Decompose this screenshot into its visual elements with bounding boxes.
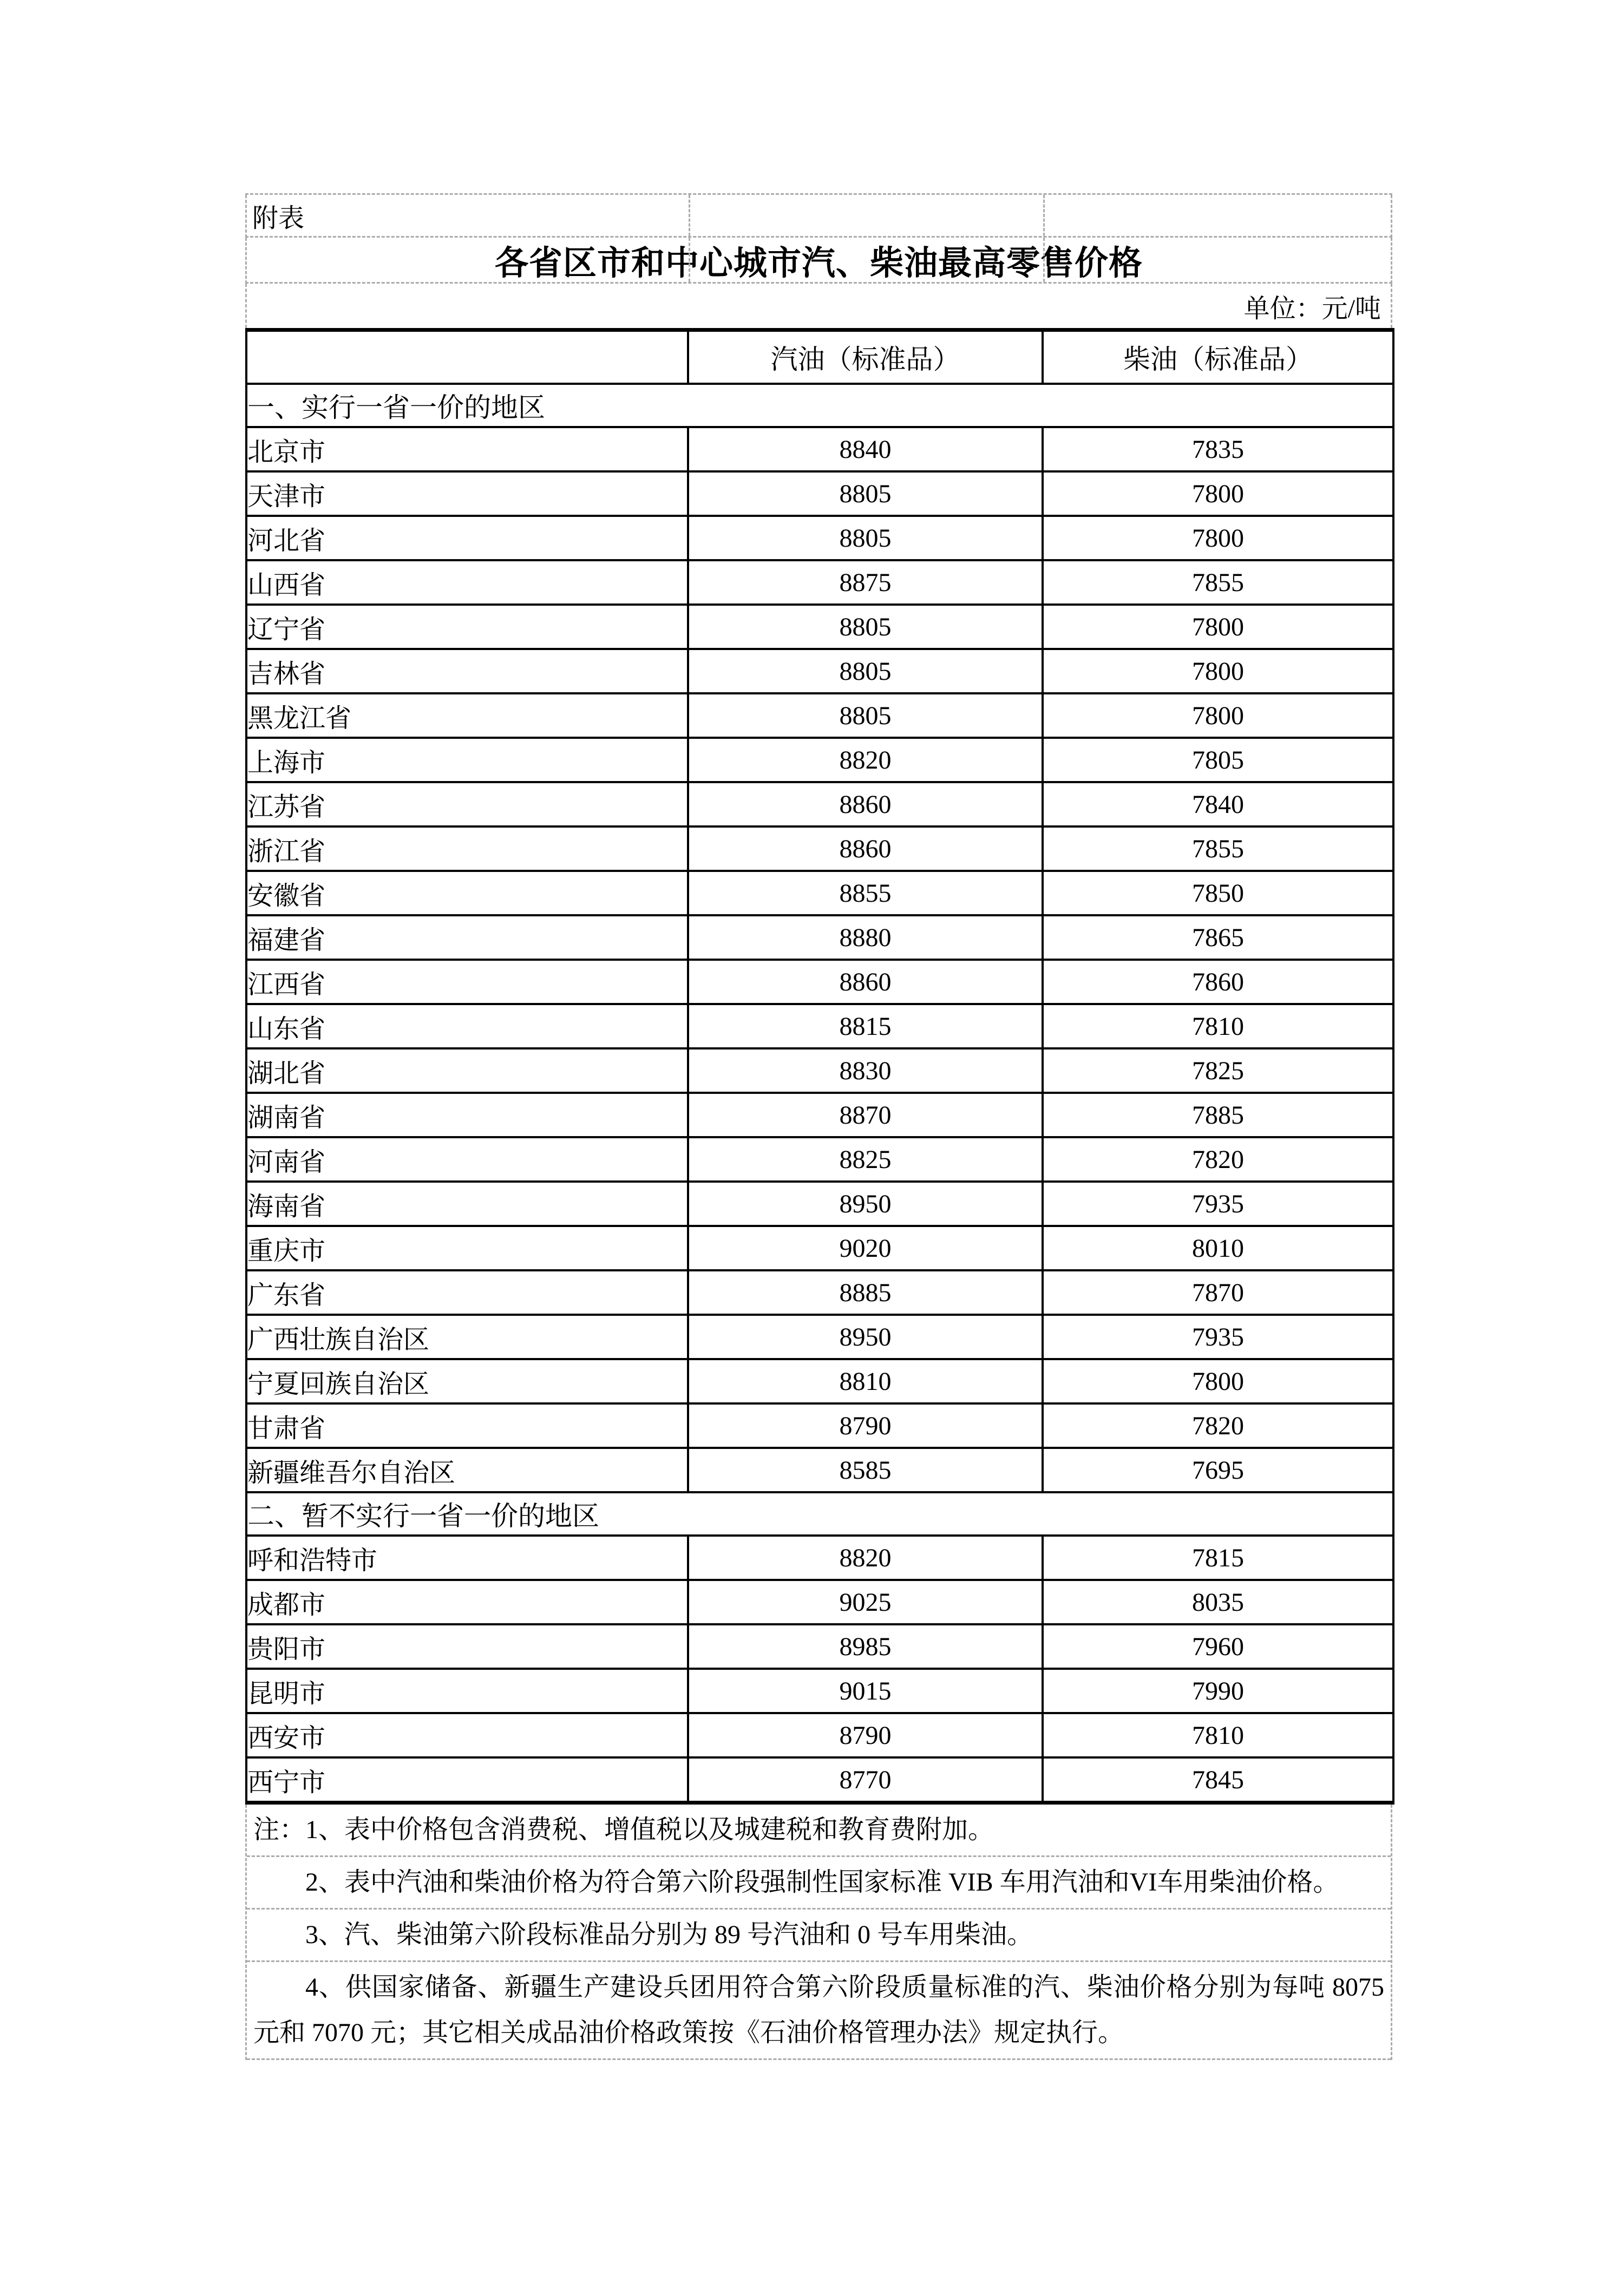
table-row (246, 960, 1393, 1004)
gasoline-price-cell: 8805 (688, 471, 1043, 516)
gasoline-price-cell: 8805 (688, 605, 1043, 649)
table-row (246, 1137, 1393, 1182)
gasoline-price-cell: 8805 (688, 649, 1043, 693)
table-row (246, 471, 1393, 516)
region-cell: 安徽省 (246, 871, 688, 915)
table-row (246, 1536, 1393, 1580)
diesel-price-cell: 7695 (1043, 1448, 1393, 1492)
gasoline-price-cell: 8860 (688, 960, 1043, 1004)
gasoline-price-cell: 9020 (688, 1226, 1043, 1270)
diesel-price-cell: 7885 (1043, 1093, 1393, 1137)
note-item: 注：1、表中价格包含消费税、增值税以及城建税和教育费附加。 (247, 1805, 1391, 1857)
grid-divider (1043, 238, 1045, 282)
table-row (246, 1004, 1393, 1048)
gasoline-price-cell: 8950 (688, 1182, 1043, 1226)
unit-label: 单位：元/吨 (1243, 294, 1381, 323)
table-row (246, 782, 1393, 826)
table-row (246, 516, 1393, 560)
gasoline-price-cell: 8815 (688, 1004, 1043, 1048)
table-row (246, 649, 1393, 693)
region-cell: 宁夏回族自治区 (246, 1359, 688, 1403)
gasoline-price-cell: 8855 (688, 871, 1043, 915)
diesel-price-cell: 7800 (1043, 605, 1393, 649)
table-row (246, 826, 1393, 871)
title-row (245, 238, 1392, 284)
table-row (246, 1580, 1393, 1624)
gasoline-price-cell: 8870 (688, 1093, 1043, 1137)
gasoline-price-cell: 8950 (688, 1315, 1043, 1359)
grid-divider (689, 238, 690, 282)
diesel-price-cell: 7800 (1043, 1359, 1393, 1403)
gasoline-price-cell: 8770 (688, 1757, 1043, 1803)
table-row (246, 1669, 1393, 1713)
table-row (246, 605, 1393, 649)
region-column-header (246, 330, 688, 384)
table-row (246, 1713, 1393, 1757)
region-cell: 江西省 (246, 960, 688, 1004)
page-title: 各省区市和中心城市汽、柴油最高零售价格 (494, 244, 1143, 282)
diesel-price-cell: 7815 (1043, 1536, 1393, 1580)
note-item: 2、表中汽油和柴油价格为符合第六阶段强制性国家标准 VIB 车用汽油和VI车用柴油价格。 (247, 1857, 1391, 1910)
diesel-price-cell: 7800 (1043, 471, 1393, 516)
region-cell: 贵阳市 (246, 1624, 688, 1669)
gasoline-price-cell: 8810 (688, 1359, 1043, 1403)
diesel-price-cell: 7960 (1043, 1624, 1393, 1669)
table-row (246, 915, 1393, 960)
gasoline-price-cell: 8875 (688, 560, 1043, 605)
unit-row (245, 284, 1392, 328)
section-header-row (246, 1492, 1393, 1536)
gasoline-price-cell: 8805 (688, 693, 1043, 738)
gasoline-price-cell: 9015 (688, 1669, 1043, 1713)
region-cell: 成都市 (246, 1580, 688, 1624)
diesel-price-cell: 7840 (1043, 782, 1393, 826)
region-cell: 广西壮族自治区 (246, 1315, 688, 1359)
gasoline-price-cell: 8830 (688, 1048, 1043, 1093)
diesel-price-cell: 7810 (1043, 1004, 1393, 1048)
grid-divider (689, 195, 690, 236)
section-header-label: 一、实行一省一价的地区 (246, 384, 1393, 427)
table-row (246, 1093, 1393, 1137)
region-cell: 河北省 (246, 516, 688, 560)
region-cell: 西安市 (246, 1713, 688, 1757)
table-row (246, 1182, 1393, 1226)
notes-section (245, 1805, 1392, 2060)
diesel-column-header: 柴油（标准品） (1043, 330, 1393, 384)
diesel-price-cell: 8010 (1043, 1226, 1393, 1270)
table-row (246, 1624, 1393, 1669)
section-header-label: 二、暂不实行一省一价的地区 (246, 1492, 1393, 1536)
region-cell: 福建省 (246, 915, 688, 960)
diesel-price-cell: 7825 (1043, 1048, 1393, 1093)
diesel-price-cell: 7845 (1043, 1757, 1393, 1803)
gasoline-price-cell: 8840 (688, 427, 1043, 471)
gasoline-price-cell: 8985 (688, 1624, 1043, 1669)
region-cell: 西宁市 (246, 1757, 688, 1803)
price-table-body (246, 384, 1393, 1803)
diesel-price-cell: 7820 (1043, 1137, 1393, 1182)
region-cell: 辽宁省 (246, 605, 688, 649)
diesel-price-cell: 7860 (1043, 960, 1393, 1004)
gasoline-price-cell: 8790 (688, 1403, 1043, 1448)
table-row (246, 693, 1393, 738)
diesel-price-cell: 7865 (1043, 915, 1393, 960)
table-row (246, 1448, 1393, 1492)
region-cell: 江苏省 (246, 782, 688, 826)
table-row (246, 1757, 1393, 1803)
section-header-row (246, 384, 1393, 427)
diesel-price-cell: 7850 (1043, 871, 1393, 915)
table-row (246, 1359, 1393, 1403)
diesel-price-cell: 7870 (1043, 1270, 1393, 1315)
diesel-price-cell: 8035 (1043, 1580, 1393, 1624)
price-table (245, 328, 1394, 1805)
region-cell: 山东省 (246, 1004, 688, 1048)
region-cell: 吉林省 (246, 649, 688, 693)
region-cell: 呼和浩特市 (246, 1536, 688, 1580)
region-cell: 北京市 (246, 427, 688, 471)
document-content (245, 193, 1392, 2060)
region-cell: 广东省 (246, 1270, 688, 1315)
table-row (246, 427, 1393, 471)
gasoline-price-cell: 9025 (688, 1580, 1043, 1624)
gasoline-price-cell: 8820 (688, 738, 1043, 782)
table-row (246, 1226, 1393, 1270)
gasoline-price-cell: 8880 (688, 915, 1043, 960)
diesel-price-cell: 7810 (1043, 1713, 1393, 1757)
table-header-row (246, 330, 1393, 384)
diesel-price-cell: 7800 (1043, 649, 1393, 693)
region-cell: 浙江省 (246, 826, 688, 871)
diesel-price-cell: 7820 (1043, 1403, 1393, 1448)
table-row (246, 1270, 1393, 1315)
gasoline-price-cell: 8885 (688, 1270, 1043, 1315)
diesel-price-cell: 7800 (1043, 693, 1393, 738)
region-cell: 上海市 (246, 738, 688, 782)
gasoline-column-header: 汽油（标准品） (688, 330, 1043, 384)
region-cell: 河南省 (246, 1137, 688, 1182)
region-cell: 湖南省 (246, 1093, 688, 1137)
table-row (246, 1048, 1393, 1093)
grid-divider (1043, 195, 1045, 236)
region-cell: 昆明市 (246, 1669, 688, 1713)
table-caption-grid (245, 193, 1392, 328)
note-item: 3、汽、柴油第六阶段标准品分别为 89 号汽油和 0 号车用柴油。 (247, 1910, 1391, 1962)
region-cell: 海南省 (246, 1182, 688, 1226)
region-cell: 重庆市 (246, 1226, 688, 1270)
table-row (246, 871, 1393, 915)
gasoline-price-cell: 8820 (688, 1536, 1043, 1580)
region-cell: 山西省 (246, 560, 688, 605)
table-row (246, 738, 1393, 782)
gasoline-price-cell: 8825 (688, 1137, 1043, 1182)
diesel-price-cell: 7835 (1043, 427, 1393, 471)
diesel-price-cell: 7855 (1043, 560, 1393, 605)
gasoline-price-cell: 8790 (688, 1713, 1043, 1757)
diesel-price-cell: 7800 (1043, 516, 1393, 560)
diesel-price-cell: 7855 (1043, 826, 1393, 871)
table-row (246, 1403, 1393, 1448)
diesel-price-cell: 7990 (1043, 1669, 1393, 1713)
table-row (246, 560, 1393, 605)
region-cell: 新疆维吾尔自治区 (246, 1448, 688, 1492)
diesel-price-cell: 7935 (1043, 1315, 1393, 1359)
region-cell: 甘肃省 (246, 1403, 688, 1448)
diesel-price-cell: 7805 (1043, 738, 1393, 782)
attachment-label: 附表 (252, 204, 305, 233)
region-cell: 天津市 (246, 471, 688, 516)
gasoline-price-cell: 8860 (688, 782, 1043, 826)
table-row (246, 1315, 1393, 1359)
gasoline-price-cell: 8860 (688, 826, 1043, 871)
note-item: 4、供国家储备、新疆生产建设兵团用符合第六阶段质量标准的汽、柴油价格分别为每吨 8075 元和 7070 元；其它相关成品油价格政策按《石油价格管理办法》规定执行。 (247, 1962, 1391, 2060)
diesel-price-cell: 7935 (1043, 1182, 1393, 1226)
attachment-row (245, 195, 1392, 238)
gasoline-price-cell: 8805 (688, 516, 1043, 560)
region-cell: 湖北省 (246, 1048, 688, 1093)
gasoline-price-cell: 8585 (688, 1448, 1043, 1492)
region-cell: 黑龙江省 (246, 693, 688, 738)
